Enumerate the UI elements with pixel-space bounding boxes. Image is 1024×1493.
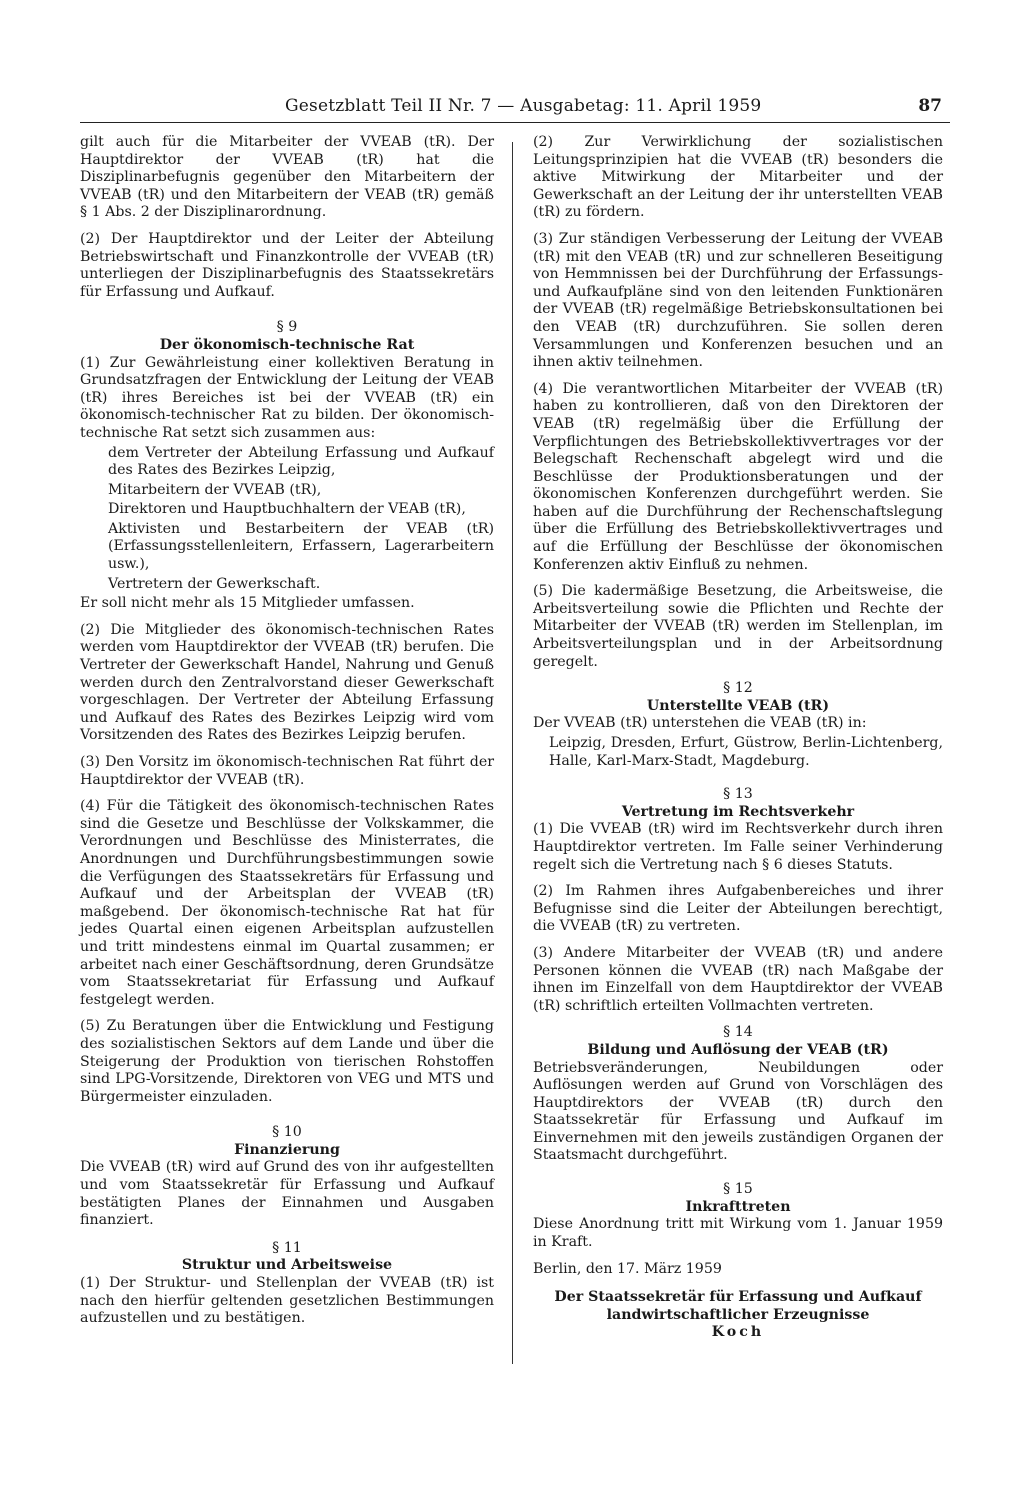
paragraph: Die VVEAB (tR) wird auf Grund des von ihr aufgestellten und vom Staatssekretär für Erfassung und Aufkauf bestätigten Planes der Einnahmen und Ausgaben finanziert.: [80, 1159, 494, 1229]
member-list: [80, 445, 494, 594]
signer-title: Der Staatssekretär für Erfassung und Aufkauf: [554, 1289, 922, 1306]
place-date: Berlin, den 17. März 1959: [533, 1261, 722, 1278]
list-item: Aktivisten und Bestarbeitern der VEAB (tR) (Erfassungsstellenleitern, Erfassern, Lagerarbeitern usw.),: [108, 520, 494, 573]
section-title: Finanzierung: [234, 1141, 340, 1158]
paragraph: Leipzig, Dresden, Erfurt, Güstrow, Berlin-Lichtenberg, Halle, Karl-Marx-Stadt, Magdeburg.: [549, 735, 943, 769]
paragraph: (4) Für die Tätigkeit des ökonomisch-technischen Rates sind die Gesetze und Beschlüsse der Volkskammer, die Verordnungen und Beschlüsse des Ministerrates, die Anordnungen und Durchführungsbestimmungen sowie die Verfügungen des Staatssekretärs für Erfassung und Aufkauf und der Arbeitsplan der VVEAB (tR) maßgebend. Der ökonomisch-technische Rat hat für jedes Quartal einen eigenen Arbeitsplan aufzustellen und tritt mindestens einmal im Quartal zusammen; er arbeitet nach einer Geschäftsordnung, deren Grundsätze vom Staatssekretariat für Erfassung und Aufkauf festgelegt werden.: [80, 798, 494, 1008]
paragraph: (1) Die VVEAB (tR) wird im Rechtsverkehr durch ihren Hauptdirektor vertreten. Im Falle seiner Verhinderung regelt sich die Vertretung nach § 6 dieses Statuts.: [533, 821, 943, 873]
paragraph: Diese Anordnung tritt mit Wirkung vom 1. Januar 1959 in Kraft.: [533, 1216, 943, 1250]
right-column: [533, 134, 943, 1342]
page-number: 87: [918, 96, 942, 116]
section-title: Inkrafttreten: [685, 1198, 791, 1215]
list-item: dem Vertreter der Abteilung Erfassung und Aufkauf des Rates des Bezirkes Leipzig,: [108, 444, 494, 479]
page-header: [80, 96, 950, 123]
paragraph: (5) Zu Beratungen über die Entwicklung und Festigung des sozialistischen Sektors auf dem Lande und über die Steigerung der Produktion von tierischen Rohstoffen sind LPG-Vorsitzende, Direktoren von VEG und MTS und Bürgermeister einzuladen.: [80, 1018, 494, 1105]
paragraph: Er soll nicht mehr als 15 Mitglieder umfassen.: [80, 595, 415, 612]
paragraph: (3) Den Vorsitz im ökonomisch-technischen Rat führt der Hauptdirektor der VVEAB (tR).: [80, 754, 494, 788]
paragraph: (2) Im Rahmen ihres Aufgabenbereiches und ihrer Befugnisse sind die Leiter der Abteilungen berechtigt, die VVEAB (tR) zu vertreten.: [533, 883, 943, 935]
left-column: [80, 134, 494, 1337]
paragraph: (3) Andere Mitarbeiter der VVEAB (tR) und andere Personen können die VVEAB (tR) nach Maßgabe der ihnen im Einzelfall von dem Hauptdirektor der VVEAB (tR) schriftlich erteilten Vollmachten vertreten.: [533, 944, 943, 1014]
section-title: Unterstellte VEAB (tR): [646, 697, 830, 714]
column-divider: [512, 142, 513, 1364]
section-number: § 10: [272, 1124, 302, 1141]
section-title: Struktur und Arbeitsweise: [181, 1257, 393, 1274]
section-number: § 11: [272, 1239, 302, 1256]
list-item: Vertretern der Gewerkschaft.: [108, 575, 321, 592]
section-number: § 13: [723, 786, 753, 803]
section-number: § 15: [723, 1181, 753, 1198]
paragraph: (1) Zur Gewährleistung einer kollektiven Beratung in Grundsatzfragen der Entwicklung der Leitung der VEAB (tR) ihres Bereiches ist bei der VVEAB (tR) ein ökonomisch-technischer Rat zu bilden. Der ökonomisch-technische Rat setzt sich zusammen aus:: [80, 354, 494, 441]
paragraph: (1) Der Struktur- und Stellenplan der VVEAB (tR) ist nach den hierfür geltenden gesetzlichen Bestimmungen aufzustellen und zu bestätigen.: [80, 1275, 494, 1327]
paragraph: Der VVEAB (tR) unterstehen die VEAB (tR) in:: [533, 715, 867, 732]
section-title: Vertretung im Rechtsverkehr: [621, 803, 855, 820]
signer-title-line-2: landwirtschaftlicher Erzeugnisse: [606, 1306, 870, 1323]
paragraph: (2) Die Mitglieder des ökonomisch-technischen Rates werden vom Hauptdirektor der VVEAB (tR) berufen. Die Vertreter der Gewerkschaft Handel, Nahrung und Genuß werden durch den Zentralvorstand dieser Gewerkschaft vorgeschlagen. Der Vertreter der Abteilung Erfassung und Aufkauf des Rates des Bezirkes Leipzig wird vom Vorsitzenden des Rates des Bezirkes Leipzig berufen.: [80, 621, 494, 744]
list-item: Mitarbeitern der VVEAB (tR),: [108, 481, 322, 498]
paragraph: (5) Die kadermäßige Besetzung, die Arbeitsweise, die Arbeitsverteilung sowie die Pflichten und Rechte der Mitarbeiter der VVEAB (tR) werden im Stellenplan, im Arbeitsverteilungsplan und in der Arbeitsordnung geregelt.: [533, 583, 943, 670]
paragraph: Betriebsveränderungen, Neubildungen oder Auflösungen werden auf Grund von Vorschlägen des Hauptdirektors der VVEAB (tR) durch den Staatssekretär für Erfassung und Aufkauf im Einvernehmen mit den jeweils zuständigen Organen der Staatsmacht durchgeführt.: [533, 1059, 943, 1164]
signer-name: Koch: [711, 1324, 765, 1341]
paragraph: gilt auch für die Mitarbeiter der VVEAB (tR). Der Hauptdirektor der VVEAB (tR) hat die Disziplinarbefugnis gegenüber den Mitarbeitern der VVEAB (tR) und den Mitarbeitern der VEAB (tR) gemäß § 1 Abs. 2 der Disziplinarordnung.: [80, 134, 494, 221]
section-title: Bildung und Auflösung der VEAB (tR): [587, 1041, 889, 1058]
paragraph: (2) Zur Verwirklichung der sozialistischen Leitungsprinzipien hat die VVEAB (tR) besonders die aktive Mitwirkung der Mitarbeiter und der Gewerkschaft an der Leitung der ihr unterstellten VEAB (tR) zu fördern.: [533, 134, 943, 221]
header-title: Gesetzblatt Teil II Nr. 7 — Ausgabetag: 11. April 1959: [285, 96, 762, 116]
section-number: § 14: [723, 1024, 753, 1041]
paragraph: (2) Der Hauptdirektor und der Leiter der Abteilung Betriebswirtschaft und Finanzkontrolle der VVEAB (tR) unterliegen der Disziplinarbefugnis des Staatssekretärs für Erfassung und Aufkauf.: [80, 230, 494, 300]
paragraph: (3) Zur ständigen Verbesserung der Leitung der VVEAB (tR) mit den VEAB (tR) und zur schnelleren Beseitigung von Hemmnissen bei der Durchführung der Erfassungs- und Aufkaufpläne sind von den leitenden Funktionären der VVEAB (tR) regelmäßige Betriebskonsultationen bei den VEAB (tR) durchzuführen. Sie sollen deren Versammlungen und Konferenzen besuchen und an ihnen aktiv teilnehmen.: [533, 230, 943, 371]
section-title: Der ökonomisch-technische Rat: [159, 336, 415, 353]
list-item: Direktoren und Hauptbuchhaltern der VEAB (tR),: [108, 501, 466, 518]
section-number: § 12: [723, 680, 753, 697]
paragraph: (4) Die verantwortlichen Mitarbeiter der VVEAB (tR) haben zu kontrollieren, daß von den Direktoren der VEAB (tR) regelmäßig über die Erfüllung der Verpflichtungen des Betriebskollektivvertrages vor der Belegschaft Rechenschaft abgelegt wird und die Beschlüsse der Produktionsberatungen und der ökonomischen Konferenzen durchgeführt werden. Sie haben auf die Durchführung der Rechenschaftslegung über die Erfüllung des Betriebskollektivvertrages und auf die Erfüllung der Beschlüsse der ökonomischen Konferenzen aktiv Einfluß zu nehmen.: [533, 380, 943, 573]
section-number: § 9: [276, 319, 298, 336]
